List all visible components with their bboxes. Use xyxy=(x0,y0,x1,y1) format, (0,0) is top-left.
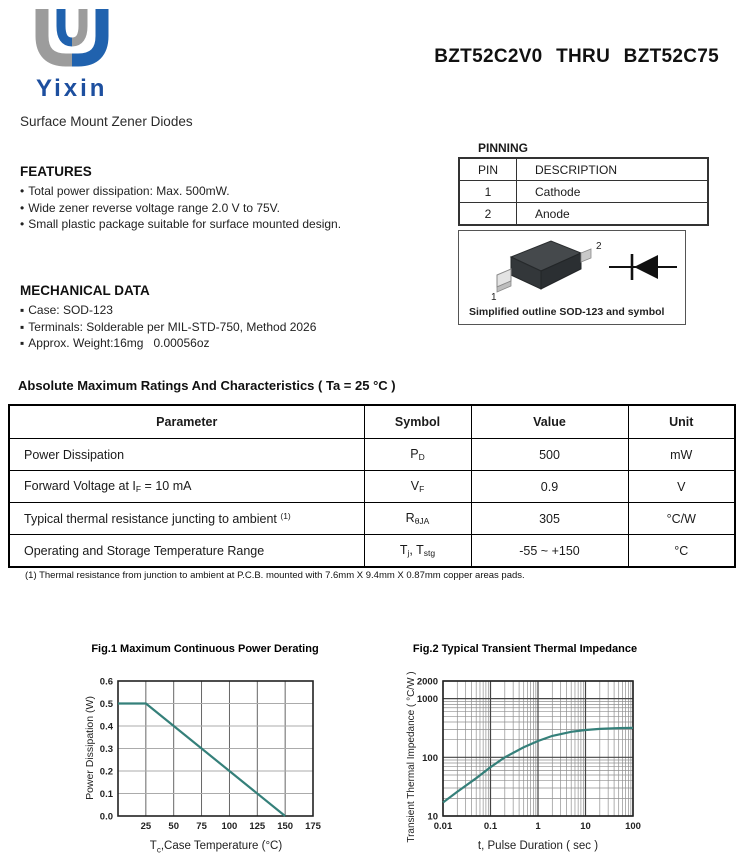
fig2-title: Fig.2 Typical Transient Thermal Impedance xyxy=(412,643,638,655)
pin1-label: 1 xyxy=(491,292,497,303)
parameter-cell: Power Dissipation xyxy=(9,439,364,471)
bullet-icon: ▪ xyxy=(20,336,25,350)
table-cell: Cathode xyxy=(517,181,709,203)
product-subtitle: Surface Mount Zener Diodes xyxy=(20,114,193,129)
svg-text:100: 100 xyxy=(422,752,438,764)
svg-text:50: 50 xyxy=(168,821,180,832)
bullet-icon: • xyxy=(20,217,25,231)
svg-text:0.4: 0.4 xyxy=(99,721,113,733)
parameter-cell: Typical thermal resistance juncting to ambient $^{(1)}$ xyxy=(9,503,364,535)
svg-text:1: 1 xyxy=(535,821,541,832)
svg-text:100: 100 xyxy=(625,821,641,832)
features-heading: FEATURES xyxy=(20,164,92,179)
table-row xyxy=(9,503,735,535)
bullet-icon: • xyxy=(20,184,25,198)
column-header: Parameter xyxy=(9,405,364,439)
logo-u-icon xyxy=(28,6,116,72)
value-cell: 0.9 xyxy=(471,471,628,503)
table-row xyxy=(459,158,708,181)
fig2-chart xyxy=(400,657,650,863)
mechanical-text: Case: SOD-123 xyxy=(28,303,113,317)
svg-text:1000: 1000 xyxy=(416,694,438,706)
fig1-xlabel-sub: c xyxy=(156,845,161,855)
bullet-icon: ▪ xyxy=(20,303,25,317)
column-header: Value xyxy=(471,405,628,439)
feature-text: Wide zener reverse voltage range 2.0 V to 75V. xyxy=(28,200,280,215)
unit-cell: V xyxy=(628,471,735,503)
value-cell: 305 xyxy=(471,503,628,535)
svg-text:25: 25 xyxy=(140,821,152,832)
footnote: (1) Thermal resistance from junction to ambient at P.C.B. mounted with 7.6mm X 9.4mm X 0.87mm copper areas pads. xyxy=(25,570,525,581)
bullet-icon: • xyxy=(20,200,25,215)
ratings-table xyxy=(8,404,736,568)
column-header: PIN xyxy=(459,158,517,181)
fig1-xlabel-pre: T xyxy=(149,840,157,852)
mechanical-text: Approx. Weight:16mg 0.00056oz xyxy=(28,336,210,350)
package-drawing xyxy=(459,231,684,303)
brand-logo xyxy=(28,6,148,103)
mechanical-section xyxy=(20,283,316,352)
symbol-cell: $T_j$, $T_{stg}$ xyxy=(364,535,471,568)
fig2-xlabel-post: t, Pulse Duration ( sec ) xyxy=(477,840,599,852)
unit-cell: °C xyxy=(628,535,735,568)
table-cell: 2 xyxy=(459,203,517,226)
svg-text:0.0: 0.0 xyxy=(99,811,113,823)
table-row xyxy=(9,439,735,471)
fig1-chart xyxy=(45,657,375,863)
list-item xyxy=(20,216,341,233)
table-cell: 1 xyxy=(459,181,517,203)
list-item xyxy=(20,200,341,217)
table-row xyxy=(459,203,708,226)
svg-text:2000: 2000 xyxy=(416,676,438,688)
svg-text:10: 10 xyxy=(580,821,591,832)
zener-symbol-icon xyxy=(609,254,677,280)
package-outline-box xyxy=(458,230,686,325)
svg-text:125: 125 xyxy=(249,821,266,832)
mechanical-heading: MECHANICAL DATA xyxy=(20,283,150,298)
parameter-cell: Operating and Storage Temperature Range xyxy=(9,535,364,568)
svg-text:0.01: 0.01 xyxy=(433,821,453,832)
svg-text:0.6: 0.6 xyxy=(99,676,113,688)
fig1-ylabel: Power Dissipation (W) xyxy=(84,696,96,800)
mechanical-list xyxy=(20,302,316,352)
svg-text:0.1: 0.1 xyxy=(99,789,113,800)
table-row xyxy=(9,405,735,439)
fig1-xlabel xyxy=(118,840,314,854)
svg-text:0.5: 0.5 xyxy=(99,699,113,710)
list-item xyxy=(20,183,341,200)
table-row xyxy=(9,471,735,503)
page-title: BZT52C2V0 THRU BZT52C75 xyxy=(434,46,719,67)
mechanical-text: Terminals: Solderable per MIL-STD-750, Method 2026 xyxy=(28,319,317,334)
list-item xyxy=(20,319,316,336)
ratings-heading: Absolute Maximum Ratings And Characteristics ( Ta = 25 °C ) xyxy=(18,378,396,393)
pinning-heading: PINNING xyxy=(478,141,529,155)
value-cell: -55 ~ +150 xyxy=(471,535,628,568)
symbol-cell: $P_D$ xyxy=(364,439,471,471)
svg-text:0.3: 0.3 xyxy=(99,744,113,755)
fig1-xlabel-post: ,Case Temperature (°C) xyxy=(160,840,283,852)
svg-text:175: 175 xyxy=(305,821,321,832)
svg-text:0.2: 0.2 xyxy=(99,766,113,778)
pinning-table xyxy=(458,157,709,226)
fig2-ylabel: Transient Thermal Impedance ( °C/W ) xyxy=(406,671,417,843)
column-header: DESCRIPTION xyxy=(517,158,709,181)
bullet-icon: ▪ xyxy=(20,319,25,334)
table-row xyxy=(9,535,735,568)
svg-text:10: 10 xyxy=(427,811,438,823)
features-section xyxy=(20,164,341,233)
fig2-xlabel xyxy=(443,840,633,854)
symbol-cell: $V_F$ xyxy=(364,471,471,503)
parameter-cell: Forward Voltage at $I_F = 10$ mA xyxy=(9,471,364,503)
unit-cell: °C/W xyxy=(628,503,735,535)
list-item xyxy=(20,335,316,352)
features-list xyxy=(20,183,341,233)
svg-text:75: 75 xyxy=(196,821,207,832)
fig1-title: Fig.1 Maximum Continuous Power Derating xyxy=(91,643,319,655)
feature-text: Small plastic package suitable for surface mounted design. xyxy=(28,217,342,231)
logo-text: Yixin xyxy=(36,75,108,102)
svg-text:150: 150 xyxy=(277,821,294,832)
value-cell: 500 xyxy=(471,439,628,471)
symbol-cell: $R_{\theta JA}$ xyxy=(364,503,471,535)
column-header: Symbol xyxy=(364,405,471,439)
feature-text: Total power dissipation: Max. 500mW. xyxy=(28,184,230,198)
package-lead2 xyxy=(581,249,591,262)
column-header: Unit xyxy=(628,405,735,439)
unit-cell: mW xyxy=(628,439,735,471)
pin2-label: 2 xyxy=(596,241,602,252)
table-cell: Anode xyxy=(517,203,709,226)
outline-caption: Simplified outline SOD-123 and symbol xyxy=(469,306,665,318)
svg-text:100: 100 xyxy=(221,821,238,832)
table-row xyxy=(459,181,708,203)
svg-text:0.1: 0.1 xyxy=(483,821,498,832)
list-item xyxy=(20,302,316,319)
